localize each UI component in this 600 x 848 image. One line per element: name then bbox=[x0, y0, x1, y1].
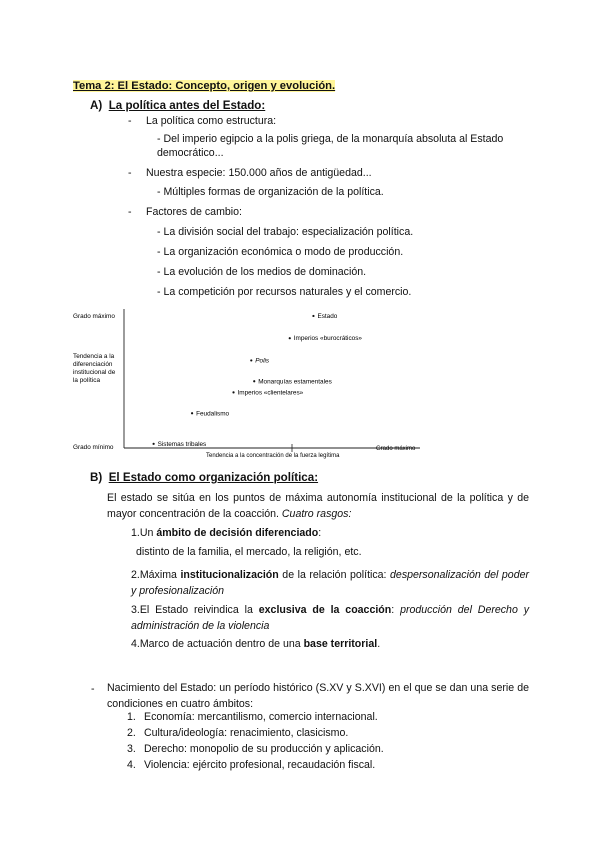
intro-italic: Cuatro rasgos: bbox=[281, 508, 352, 520]
y-axis-label-line: la política bbox=[73, 377, 100, 384]
bullet-dash: - bbox=[128, 206, 132, 218]
feature-3-bold: exclusiva de la coacción bbox=[258, 604, 392, 616]
chart-point-marker bbox=[253, 380, 255, 382]
birth-item: Violencia: ejército profesional, recaudación fiscal. bbox=[144, 759, 376, 771]
bullet-text: Nuestra especie: 150.000 años de antigüedad... bbox=[146, 167, 372, 179]
chart-point-label: Monarquías estamentales bbox=[258, 378, 332, 386]
chart-point-marker bbox=[250, 359, 252, 361]
section-b-heading bbox=[90, 471, 318, 484]
bullet-text: Factores de cambio: bbox=[146, 206, 242, 218]
chart-point-marker bbox=[312, 315, 314, 317]
chart-point-label: Sistemas tribales bbox=[157, 440, 207, 448]
section-a-title: La política antes del Estado: bbox=[108, 99, 266, 112]
chart-points-group bbox=[153, 313, 363, 448]
section-b-intro bbox=[107, 490, 529, 522]
chart-point-marker bbox=[153, 443, 155, 445]
birth-num: 3. bbox=[127, 743, 136, 755]
feature-3 bbox=[131, 602, 529, 634]
feature-3-after: : bbox=[391, 604, 395, 616]
sub-item: - Del imperio egipcio a la polis griega, de la monarquía absoluta al Estado bbox=[157, 133, 504, 145]
y-axis-label-line: Tendencia a la bbox=[73, 353, 115, 360]
chart-point-label: Estado bbox=[317, 312, 338, 320]
feature-1 bbox=[131, 527, 321, 539]
section-a-letter: A) bbox=[90, 99, 103, 112]
feature-1-detail: distinto de la familia, el mercado, la religión, etc. bbox=[136, 546, 362, 558]
sub-item: - La evolución de los medios de dominación. bbox=[157, 266, 367, 278]
birth-text: Nacimiento del Estado: un período histórico (S.XV y S.XVI) en el que se dan una serie de condiciones en cuatro ámbitos: bbox=[107, 682, 529, 710]
feature-2-after: de la relación política: bbox=[282, 569, 387, 581]
bullet-dash: - bbox=[128, 167, 132, 179]
chart-point-label: Imperios «clientelares» bbox=[237, 389, 304, 397]
sub-item: - La división social del trabajo: especialización política. bbox=[157, 226, 414, 238]
feature-2 bbox=[131, 567, 529, 599]
feature-2-bold: institucionalización bbox=[180, 569, 279, 581]
x-axis-title: Tendencia a la concentración de la fuerza legítima bbox=[206, 453, 340, 459]
feature-3-italic: producción del Derecho y administración de la violencia bbox=[131, 604, 530, 632]
birth-dash: - bbox=[91, 683, 95, 695]
section-b-title: El Estado como organización política: bbox=[108, 471, 319, 484]
bullet-dash: - bbox=[128, 115, 132, 127]
y-max-label: Grado máximo bbox=[73, 313, 115, 320]
state-evolution-chart bbox=[60, 305, 440, 460]
birth-num: 1. bbox=[127, 711, 136, 723]
sub-item: - La competición por recursos naturales y el comercio. bbox=[157, 286, 412, 298]
sub-item: - Múltiples formas de organización de la política. bbox=[157, 186, 384, 198]
feature-4-prefix: 4.Marco de actuación dentro de una bbox=[131, 638, 301, 650]
feature-3-prefix: 3.El Estado reivindica la bbox=[131, 604, 253, 616]
feature-4-after: . bbox=[377, 638, 381, 650]
birth-item: Cultura/ideología: renacimiento, clasicismo. bbox=[144, 727, 349, 739]
y-axis-label-line: diferenciación bbox=[73, 361, 113, 368]
sub-item: democrático... bbox=[157, 147, 224, 159]
x-max-label: Grado máximo bbox=[376, 446, 416, 452]
chart-point-label: Imperios «burocráticos» bbox=[293, 335, 362, 343]
chart-point-marker bbox=[232, 391, 234, 393]
feature-1-bold: ámbito de decisión diferenciado bbox=[156, 527, 319, 539]
birth-num: 2. bbox=[127, 727, 136, 739]
chart-point-label: Polis bbox=[255, 357, 270, 365]
birth-item: Derecho: monopolio de su producción y aplicación. bbox=[144, 743, 384, 755]
feature-1-after: : bbox=[318, 527, 322, 539]
feature-2-prefix: 2.Máxima bbox=[131, 569, 177, 581]
chart-point-marker bbox=[289, 337, 291, 339]
feature-2-italic: despersonalización del poder y profesionalización bbox=[131, 569, 529, 597]
intro-text: El estado se sitúa en los puntos de máxima autonomía institucional de la política y de mayor concentración de la coacción. bbox=[107, 492, 529, 520]
chart-point-label: Feudalismo bbox=[196, 410, 230, 418]
birth-item: Economía: mercantilismo, comercio internacional. bbox=[144, 711, 378, 723]
chart-point-marker bbox=[191, 412, 193, 414]
section-a-heading bbox=[90, 99, 265, 112]
sub-item: - La organización económica o modo de producción. bbox=[157, 246, 404, 258]
page-title: Tema 2: El Estado: Concepto, origen y evolución. bbox=[73, 80, 336, 92]
feature-4-bold: base territorial bbox=[303, 638, 378, 650]
birth-num: 4. bbox=[127, 759, 136, 771]
section-b-letter: B) bbox=[90, 471, 103, 484]
feature-1-prefix: 1.Un bbox=[131, 527, 154, 539]
y-axis-label-line: institucional de bbox=[73, 369, 116, 376]
y-min-label: Grado mínimo bbox=[73, 444, 114, 451]
feature-4 bbox=[131, 638, 380, 650]
bullet-text: La política como estructura: bbox=[146, 115, 277, 127]
